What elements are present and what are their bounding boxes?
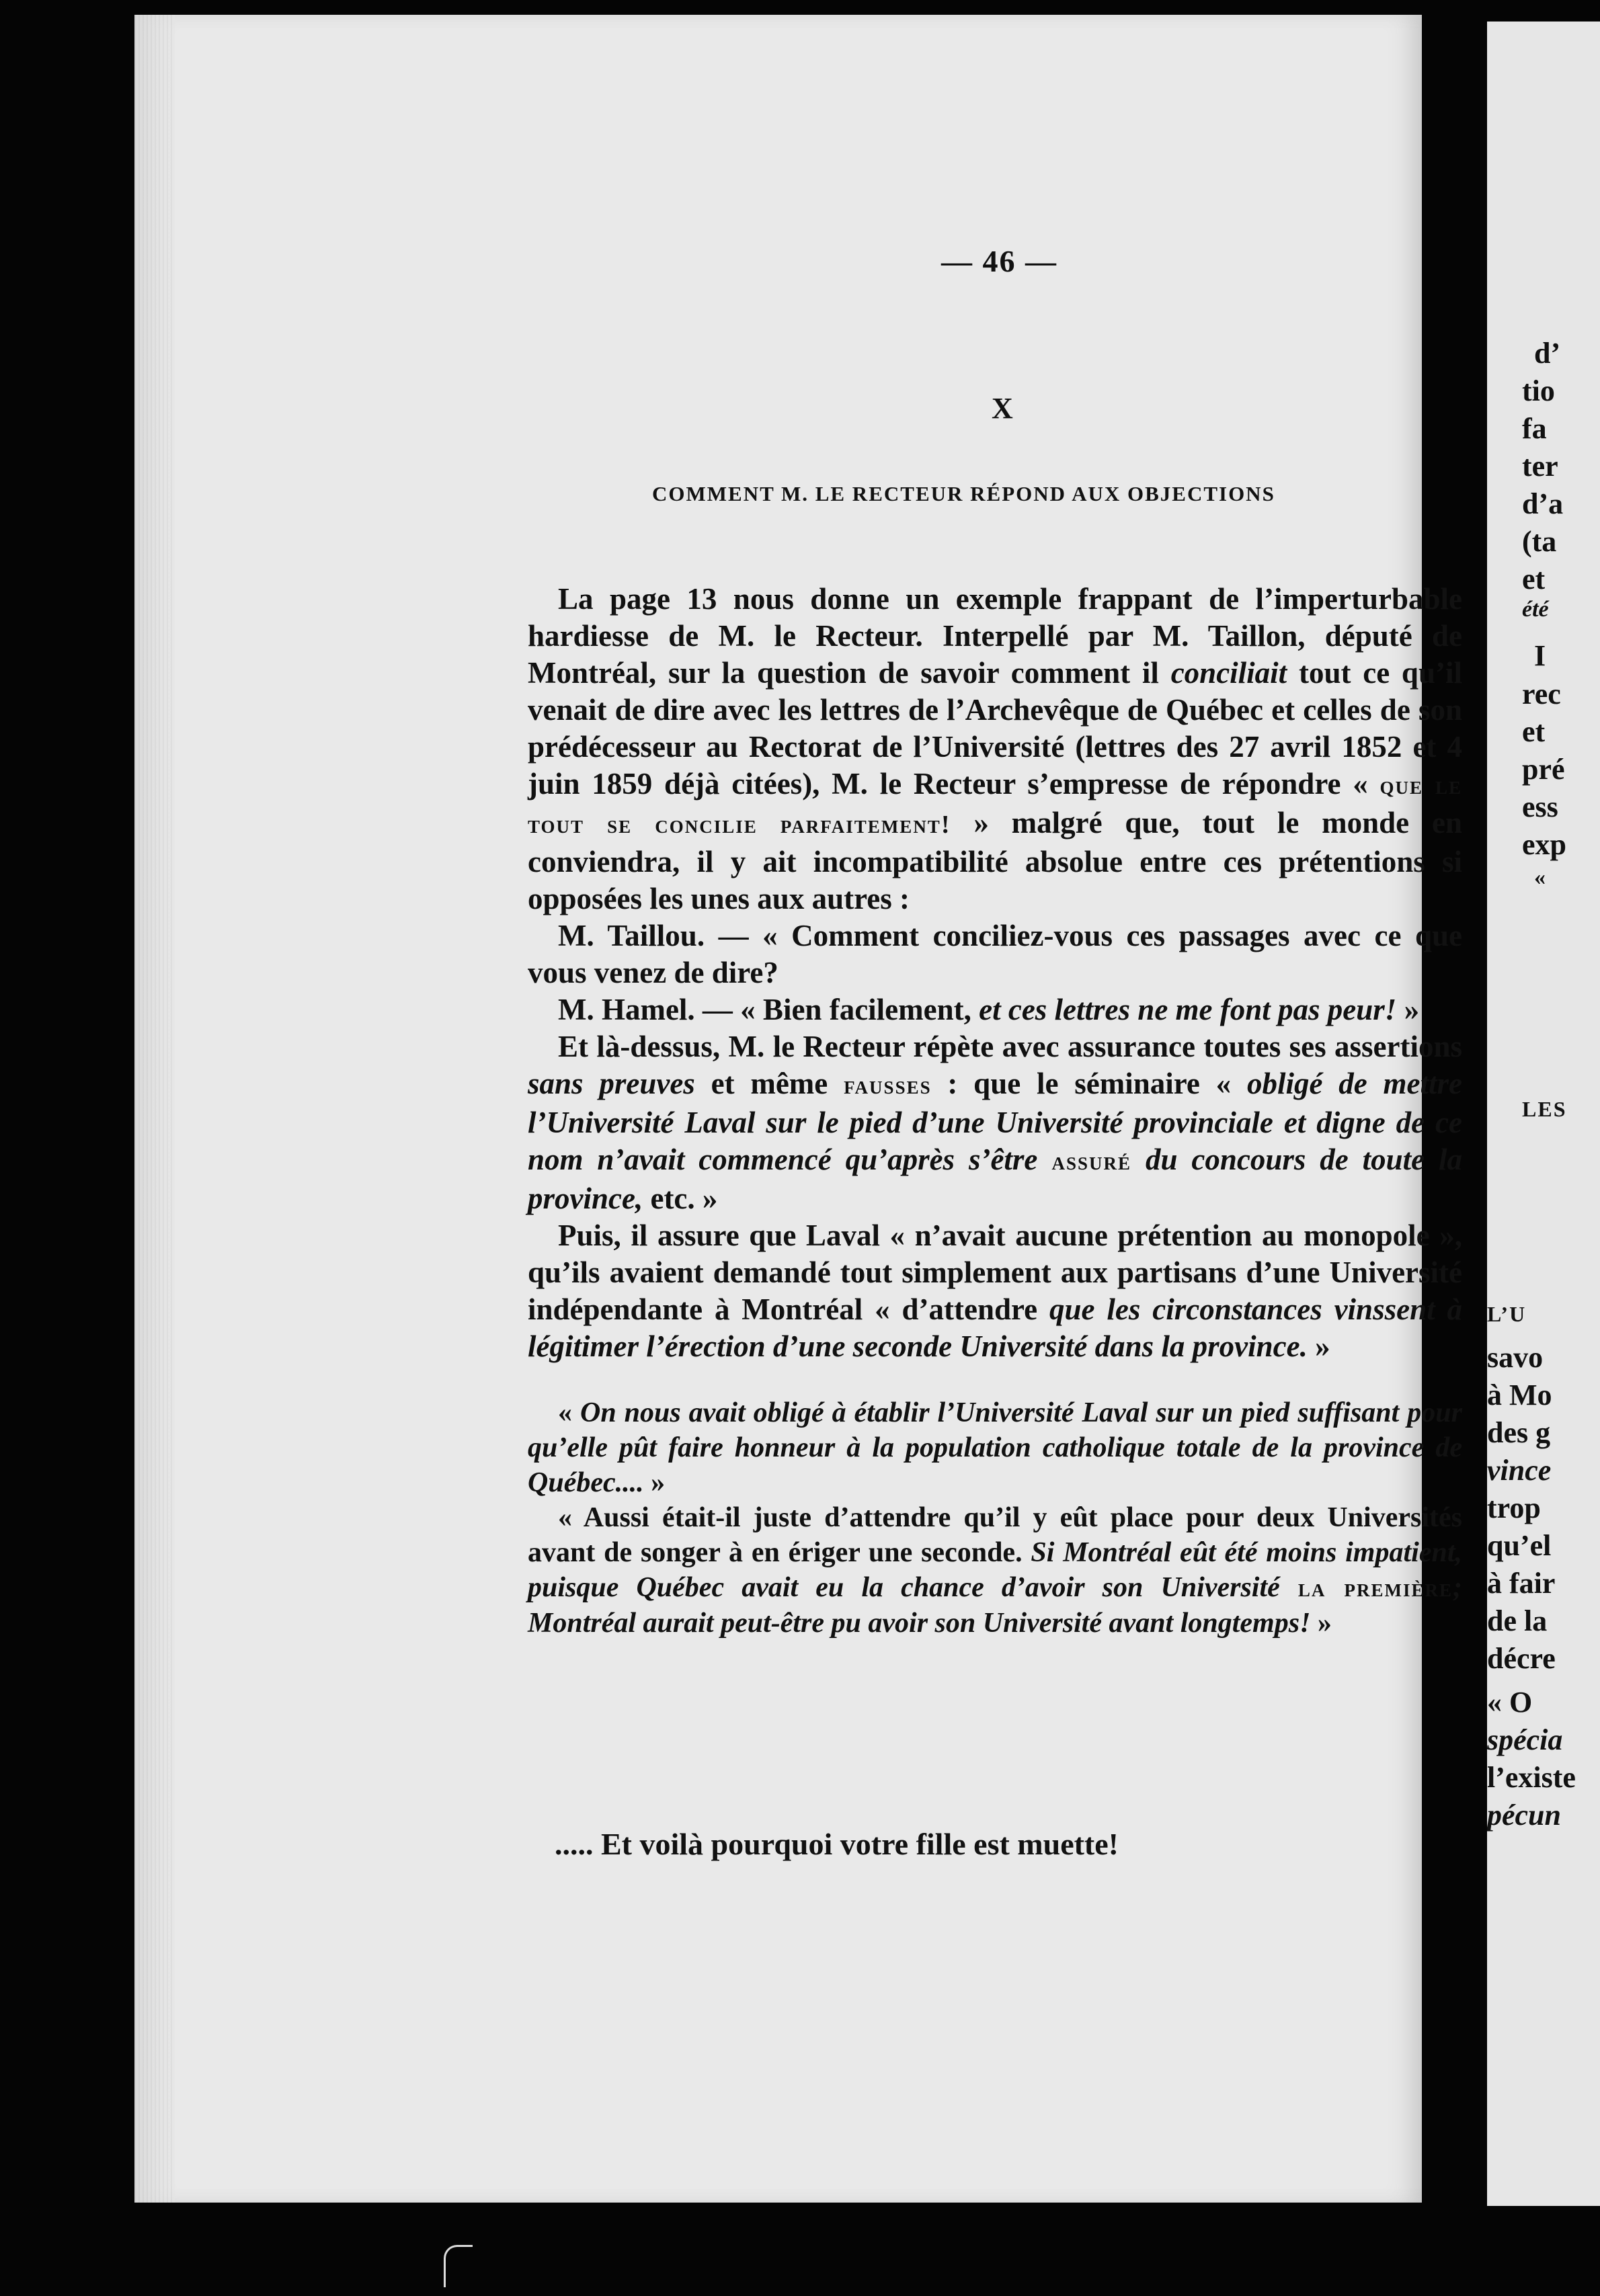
- adjacent-page-line: pécun: [1487, 1799, 1561, 1832]
- adjacent-page-line: pré: [1522, 753, 1565, 786]
- paragraph-3-italic: et ces lettres ne me font pas peur!: [979, 993, 1397, 1026]
- chapter-title: COMMENT M. LE RECTEUR RÉPOND AUX OBJECTIONS: [652, 482, 1275, 505]
- adjacent-page-line: L’U: [1487, 1302, 1527, 1326]
- quote-2: [528, 1500, 1462, 1641]
- adjacent-page-line: et: [1522, 563, 1546, 596]
- adjacent-page-line: exp: [1522, 828, 1566, 861]
- paragraph-4: [528, 1028, 1462, 1217]
- adjacent-page-line: (ta: [1522, 525, 1557, 558]
- quote-1-text-b: »: [643, 1467, 666, 1498]
- paragraph-1-text-b: tout ce qu’il venait de dire avec les lettres de l’Archevêque de Québec et celles de son prédécesseur au Rectorat de l’Université (lettres des 27 avril 1852 et 4 juin 1859 déjà citées), M. le Recteur s’empresse de répondre «: [528, 656, 1462, 801]
- adjacent-page-line: trop: [1487, 1491, 1541, 1524]
- adjacent-page-line: fa: [1522, 412, 1547, 445]
- paragraph-1-text-a: La page 13 nous donne un exemple frappant de l’imperturbable hardiesse de M. le Recteur. Interpellé par M. Taillon, député de Montréal, sur la question de savoir comment il: [528, 582, 1462, 690]
- adjacent-page-line: vince: [1487, 1454, 1552, 1487]
- chapter-number: X: [992, 392, 1013, 425]
- paragraph-4-italic-d: du concours de toute la province,: [528, 1143, 1462, 1215]
- paragraph-4-text-c: : que le séminaire «: [931, 1067, 1247, 1100]
- closing-line: ..... Et voilà pourquoi votre fille est muette!: [555, 1827, 1119, 1861]
- paragraph-4-text-a: Et là-dessus, M. le Recteur répète avec assurance toutes ses assertions: [558, 1030, 1462, 1063]
- paragraph-1-smallcaps: que le tout se concilie parfaitement!: [528, 772, 1462, 839]
- paragraph-5-italic: que les circonstances vinssent à légitimer l’érection d’une seconde Université dans la province.: [528, 1293, 1462, 1363]
- adjacent-page-line: I: [1534, 639, 1546, 672]
- quote-1-italic: On nous avait obligé à établir l’Université Laval sur un pied suffisant pour qu’elle pût faire honneur à la population catholique totale de la province de Québec....: [528, 1397, 1463, 1498]
- paragraph-1: [528, 581, 1462, 917]
- adjacent-page-line: de la: [1487, 1604, 1548, 1637]
- paragraph-1-italic: conciliait: [1170, 656, 1287, 690]
- quote-2-smallcaps: la première: [1279, 1574, 1453, 1602]
- adjacent-page-line: l’existe: [1487, 1761, 1576, 1794]
- adjacent-page-line: à Mo: [1487, 1379, 1552, 1411]
- paragraph-4-smallcaps-d: assuré: [1037, 1147, 1132, 1176]
- paragraph-5-text-a: Puis, il assure que Laval « n’avait aucune prétention au monopole », qu’ils avaient demandé tout simplement aux partisans d’une Université indépendante à Montréal « d’attendre: [528, 1219, 1462, 1326]
- adjacent-page-line: tio: [1522, 374, 1555, 407]
- quote-2-italic-b: ; Montréal aurait peut-être pu avoir son Université avant longtemps!: [528, 1572, 1463, 1639]
- adjacent-page-line: et: [1522, 715, 1546, 748]
- paragraph-5-text-b: »: [1307, 1329, 1330, 1363]
- adjacent-page-line: rec: [1522, 678, 1561, 710]
- quote-1: [528, 1395, 1462, 1500]
- quote-1-text-a: «: [558, 1397, 580, 1428]
- adjacent-page-line: d’a: [1522, 487, 1564, 520]
- page-number: — 46 —: [941, 244, 1057, 278]
- paragraph-3-text-b: »: [1396, 993, 1420, 1026]
- paragraph-1-text-c: » malgré que, tout le monde en conviendra, il y ait incompatibilité absolue entre ces prétentions si opposées les unes aux autres :: [528, 806, 1462, 915]
- paragraph-4-text-b: et même: [694, 1067, 844, 1100]
- adjacent-page-line: LES: [1522, 1097, 1567, 1121]
- adjacent-page-line: d’: [1534, 337, 1561, 370]
- adjacent-page-line: décre: [1487, 1642, 1556, 1675]
- adjacent-page-fragment: [1487, 22, 1600, 2206]
- paragraph-2: M. Taillou. — « Comment conciliez-vous ces passages avec ce que vous venez de dire?: [528, 919, 1462, 989]
- paragraph-4-smallcaps-b: fausses: [844, 1071, 932, 1100]
- adjacent-page-line: à fair: [1487, 1567, 1556, 1600]
- adjacent-page-line: ter: [1522, 450, 1558, 483]
- paragraph-5: [528, 1217, 1462, 1365]
- body-text: [528, 581, 1462, 1641]
- adjacent-page-line: savo: [1487, 1341, 1544, 1374]
- adjacent-page-line: «: [1534, 865, 1546, 890]
- quote-2-text-a: « Aussi était-il juste d’attendre qu’il y eût place pour deux Universités avant de songer à en ériger une seconde.: [528, 1502, 1462, 1568]
- paragraph-3: [528, 991, 1462, 1028]
- adjacent-page-line: qu’el: [1487, 1529, 1552, 1562]
- paragraph-4-italic-c: obligé de mettre l’Université Laval sur le pied d’une Université provinciale et digne de ce nom n’avait commencé qu’après s’être: [528, 1067, 1462, 1176]
- paragraph-3-text-a: M. Hamel. — « Bien facilement,: [558, 993, 979, 1026]
- scan-artifact: [444, 2245, 473, 2287]
- paragraph-4-text-e: etc. »: [643, 1182, 718, 1215]
- adjacent-page-line: « O: [1487, 1686, 1533, 1719]
- document-page: [134, 15, 1463, 2203]
- adjacent-page-line: des g: [1487, 1416, 1551, 1449]
- quote-2-italic-a: Si Montréal eût été moins impatient, puisque Québec avait eu la chance d’avoir son Université: [528, 1537, 1462, 1603]
- adjacent-page-line: ess: [1522, 790, 1558, 823]
- paragraph-4-italic-a: sans preuves: [528, 1067, 695, 1100]
- quote-2-text-c: »: [1310, 1608, 1332, 1639]
- adjacent-page-line: été: [1522, 597, 1549, 622]
- adjacent-page-line: spécia: [1487, 1723, 1563, 1756]
